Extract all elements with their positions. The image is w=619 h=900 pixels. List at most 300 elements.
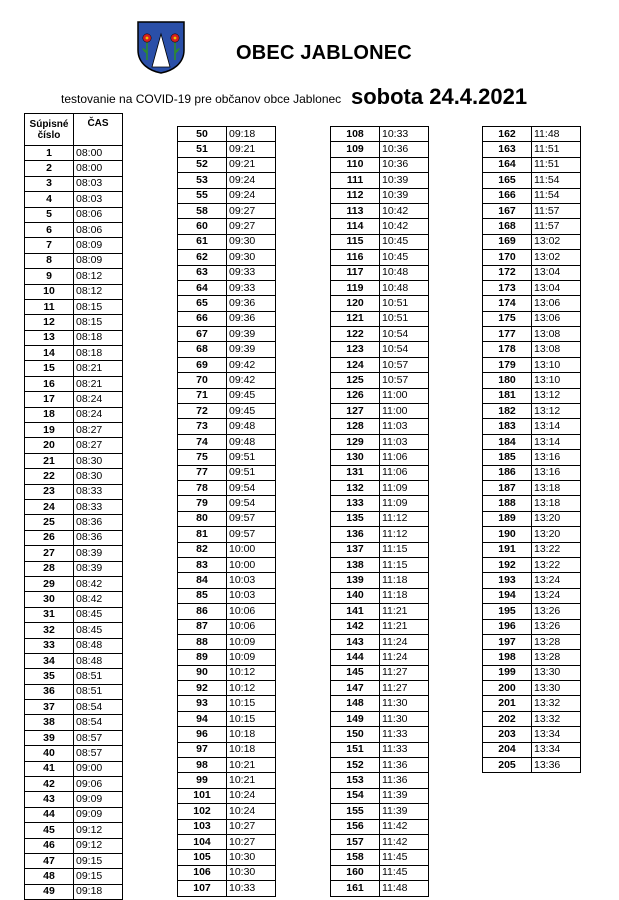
house-number: 42 [25,777,74,792]
table-row [483,296,581,311]
time-slot: 08:42 [74,576,123,591]
house-number: 10 [25,284,74,299]
house-number: 112 [331,188,380,203]
time-slot: 10:12 [227,681,276,696]
house-number: 141 [331,604,380,619]
time-slot: 13:22 [532,557,581,572]
house-number: 182 [483,404,532,419]
table-row [483,542,581,557]
time-slot: 08:54 [74,715,123,730]
house-number: 62 [178,250,227,265]
house-number: 85 [178,588,227,603]
time-slot: 10:42 [380,219,429,234]
time-slot: 10:54 [380,327,429,342]
house-number: 108 [331,127,380,142]
house-number: 113 [331,203,380,218]
time-slot: 13:10 [532,357,581,372]
table-row [331,696,429,711]
house-number: 105 [178,850,227,865]
time-slot: 08:51 [74,684,123,699]
schedule-table-4 [482,126,581,773]
table-row [178,188,276,203]
house-number: 175 [483,311,532,326]
house-number: 158 [331,850,380,865]
table-row [331,804,429,819]
time-slot: 13:26 [532,604,581,619]
table-row [178,465,276,480]
time-slot: 09:30 [227,234,276,249]
table-row [483,342,581,357]
table-row [178,373,276,388]
table-row [331,742,429,757]
time-slot: 08:09 [74,253,123,268]
house-number: 137 [331,542,380,557]
house-number: 129 [331,434,380,449]
house-number: 58 [178,203,227,218]
house-number: 196 [483,619,532,634]
table-row [178,434,276,449]
house-number: 193 [483,573,532,588]
time-slot: 13:14 [532,419,581,434]
time-slot: 11:27 [380,665,429,680]
time-slot: 11:09 [380,496,429,511]
table-row [178,142,276,157]
table-row [331,711,429,726]
time-slot: 08:00 [74,146,123,161]
time-slot: 13:20 [532,511,581,526]
table-row [25,176,123,191]
house-number: 35 [25,669,74,684]
time-slot: 13:10 [532,373,581,388]
house-number: 160 [331,865,380,880]
table-row [483,573,581,588]
house-number: 117 [331,265,380,280]
time-slot: 10:45 [380,250,429,265]
house-number: 199 [483,665,532,680]
house-number: 17 [25,392,74,407]
time-slot: 11:18 [380,573,429,588]
table-row [331,434,429,449]
time-slot: 13:32 [532,711,581,726]
house-number: 204 [483,742,532,757]
table-row [483,250,581,265]
time-slot: 11:48 [380,881,429,896]
house-number: 187 [483,480,532,495]
time-slot: 10:27 [227,819,276,834]
table-row [25,438,123,453]
time-slot: 11:33 [380,727,429,742]
house-number: 74 [178,434,227,449]
table-row [178,881,276,896]
time-slot: 09:27 [227,219,276,234]
time-slot: 08:39 [74,546,123,561]
time-slot: 10:06 [227,619,276,634]
table-row [178,819,276,834]
house-number: 157 [331,834,380,849]
house-number: 12 [25,315,74,330]
table-row [483,357,581,372]
time-slot: 08:33 [74,499,123,514]
table-row [331,865,429,880]
house-number: 111 [331,173,380,188]
time-slot: 13:04 [532,265,581,280]
time-slot: 08:27 [74,423,123,438]
table-row [483,681,581,696]
time-slot: 10:21 [227,758,276,773]
house-number: 52 [178,157,227,172]
time-slot: 09:12 [74,823,123,838]
time-slot: 11:15 [380,557,429,572]
time-slot: 13:18 [532,480,581,495]
house-number: 162 [483,127,532,142]
house-number: 71 [178,388,227,403]
table-row [483,450,581,465]
house-number: 168 [483,219,532,234]
time-slot: 11:03 [380,419,429,434]
time-slot: 10:09 [227,634,276,649]
time-slot: 13:04 [532,280,581,295]
house-number: 174 [483,296,532,311]
time-slot: 08:45 [74,607,123,622]
time-slot: 09:15 [74,869,123,884]
table-row [178,250,276,265]
house-number: 156 [331,819,380,834]
table-row [331,342,429,357]
time-slot: 09:15 [74,853,123,868]
time-slot: 13:06 [532,311,581,326]
time-slot: 10:18 [227,742,276,757]
table-row [331,219,429,234]
house-number: 36 [25,684,74,699]
house-number: 149 [331,711,380,726]
time-slot: 11:06 [380,450,429,465]
house-number: 25 [25,515,74,530]
table-row [331,573,429,588]
table-row [178,742,276,757]
time-slot: 11:45 [380,850,429,865]
house-number: 63 [178,265,227,280]
time-slot: 13:24 [532,573,581,588]
table-row [25,761,123,776]
house-number: 84 [178,573,227,588]
time-slot: 10:51 [380,311,429,326]
time-slot: 09:48 [227,419,276,434]
time-slot: 13:06 [532,296,581,311]
time-slot: 08:21 [74,376,123,391]
time-slot: 10:36 [380,157,429,172]
house-number: 46 [25,838,74,853]
time-slot: 10:30 [227,850,276,865]
table-row [178,480,276,495]
house-number: 115 [331,234,380,249]
house-number: 20 [25,438,74,453]
house-number: 107 [178,881,227,896]
time-slot: 08:12 [74,284,123,299]
house-number: 72 [178,404,227,419]
table-row [331,588,429,603]
house-number: 34 [25,653,74,668]
schedule-table-1 [24,113,123,900]
time-slot: 13:16 [532,465,581,480]
house-number: 5 [25,207,74,222]
time-slot: 08:48 [74,653,123,668]
time-slot: 08:45 [74,623,123,638]
table-row [178,265,276,280]
house-number: 2 [25,161,74,176]
time-slot: 10:54 [380,342,429,357]
table-row [25,700,123,715]
table-row [25,623,123,638]
table-row [483,604,581,619]
time-slot: 08:42 [74,592,123,607]
time-slot: 10:12 [227,665,276,680]
house-number: 26 [25,530,74,545]
table-row [483,173,581,188]
table-row [483,711,581,726]
table-row [25,884,123,899]
time-slot: 11:54 [532,188,581,203]
table-row [178,573,276,588]
table-row [25,669,123,684]
house-number: 77 [178,465,227,480]
house-number: 97 [178,742,227,757]
house-number: 177 [483,327,532,342]
table-row [25,423,123,438]
time-slot: 11:54 [532,173,581,188]
time-slot: 13:08 [532,342,581,357]
table-row [331,881,429,896]
house-number: 44 [25,807,74,822]
house-number: 66 [178,311,227,326]
table-row [25,161,123,176]
time-slot: 09:21 [227,142,276,157]
house-number: 110 [331,157,380,172]
house-number: 173 [483,280,532,295]
house-number: 99 [178,773,227,788]
time-slot: 11:39 [380,804,429,819]
house-number: 116 [331,250,380,265]
time-slot: 09:30 [227,250,276,265]
time-slot: 08:51 [74,669,123,684]
table-row [178,527,276,542]
time-slot: 11:30 [380,711,429,726]
house-number: 144 [331,650,380,665]
table-row [25,561,123,576]
time-slot: 09:18 [74,884,123,899]
house-number: 4 [25,192,74,207]
time-slot: 08:57 [74,746,123,761]
house-number: 152 [331,758,380,773]
house-number: 28 [25,561,74,576]
time-slot: 08:09 [74,238,123,253]
time-slot: 08:06 [74,222,123,237]
table-row [178,388,276,403]
table-row [331,557,429,572]
house-number: 167 [483,203,532,218]
time-slot: 09:18 [227,127,276,142]
table-row [25,146,123,161]
house-number: 178 [483,342,532,357]
table-row [331,511,429,526]
house-number: 130 [331,450,380,465]
time-slot: 08:27 [74,438,123,453]
table-row [483,388,581,403]
table-row [331,388,429,403]
house-number: 1 [25,146,74,161]
table-row [178,804,276,819]
house-number: 21 [25,453,74,468]
time-slot: 10:42 [380,203,429,218]
page-title: OBEC JABLONEC [236,42,412,64]
house-number: 140 [331,588,380,603]
table-row [483,619,581,634]
house-number: 9 [25,269,74,284]
table-row [483,419,581,434]
house-number: 101 [178,788,227,803]
house-number: 29 [25,576,74,591]
time-slot: 08:57 [74,730,123,745]
house-number: 170 [483,250,532,265]
table-row [25,392,123,407]
table-row [331,604,429,619]
time-slot: 10:00 [227,557,276,572]
house-number: 127 [331,404,380,419]
table-row [25,346,123,361]
house-number: 94 [178,711,227,726]
time-slot: 13:30 [532,665,581,680]
table-row [25,746,123,761]
table-row [25,330,123,345]
house-number: 131 [331,465,380,480]
house-number: 75 [178,450,227,465]
time-slot: 09:48 [227,434,276,449]
table-row [25,469,123,484]
table-row [331,296,429,311]
table-row [331,450,429,465]
time-slot: 09:42 [227,357,276,372]
house-number: 70 [178,373,227,388]
house-number: 98 [178,758,227,773]
table-row [483,188,581,203]
time-slot: 13:30 [532,681,581,696]
house-number: 128 [331,419,380,434]
table-row [331,850,429,865]
table-row [25,853,123,868]
table-row [483,203,581,218]
house-number: 181 [483,388,532,403]
table-row [331,834,429,849]
house-number: 82 [178,542,227,557]
house-number: 37 [25,700,74,715]
table-row [483,650,581,665]
time-slot: 09:39 [227,327,276,342]
house-number: 124 [331,357,380,372]
table-row [331,681,429,696]
house-number: 190 [483,527,532,542]
house-number: 24 [25,499,74,514]
time-slot: 10:57 [380,373,429,388]
house-number: 39 [25,730,74,745]
time-slot: 09:45 [227,388,276,403]
table-row [178,665,276,680]
table-row [178,311,276,326]
house-number: 65 [178,296,227,311]
table-row [483,696,581,711]
table-row [331,127,429,142]
table-row [331,404,429,419]
time-slot: 13:16 [532,450,581,465]
time-slot: 11:15 [380,542,429,557]
time-slot: 13:20 [532,527,581,542]
house-number: 16 [25,376,74,391]
house-number: 138 [331,557,380,572]
house-number: 180 [483,373,532,388]
house-number: 195 [483,604,532,619]
house-number: 73 [178,419,227,434]
table-row [331,373,429,388]
table-row [178,203,276,218]
house-number: 90 [178,665,227,680]
table-row [25,238,123,253]
table-row [25,222,123,237]
time-slot: 13:12 [532,404,581,419]
time-slot: 13:22 [532,542,581,557]
time-slot: 10:15 [227,711,276,726]
table-row [178,157,276,172]
time-slot: 08:30 [74,469,123,484]
time-slot: 08:18 [74,346,123,361]
house-number: 109 [331,142,380,157]
table-row [178,450,276,465]
schedule-table-3 [330,126,429,897]
time-slot: 10:51 [380,296,429,311]
time-slot: 09:09 [74,792,123,807]
time-slot: 09:24 [227,188,276,203]
table-row [483,280,581,295]
house-number: 125 [331,373,380,388]
house-number: 83 [178,557,227,572]
time-slot: 09:51 [227,450,276,465]
time-slot: 08:24 [74,407,123,422]
table-row [178,419,276,434]
time-slot: 08:03 [74,176,123,191]
house-number: 202 [483,711,532,726]
house-number: 161 [331,881,380,896]
house-number: 33 [25,638,74,653]
house-number: 89 [178,650,227,665]
time-slot: 09:24 [227,173,276,188]
table-row [25,530,123,545]
house-number: 114 [331,219,380,234]
table-row [331,250,429,265]
table-row [483,373,581,388]
table-row [483,157,581,172]
house-number: 6 [25,222,74,237]
time-slot: 08:03 [74,192,123,207]
table-row [331,619,429,634]
table-row [331,665,429,680]
time-slot: 09:09 [74,807,123,822]
time-slot: 11:30 [380,696,429,711]
table-row [331,188,429,203]
table-row [331,157,429,172]
house-number: 51 [178,142,227,157]
house-number: 55 [178,188,227,203]
time-slot: 08:12 [74,269,123,284]
table-row [331,327,429,342]
house-number: 139 [331,573,380,588]
table-row [331,419,429,434]
